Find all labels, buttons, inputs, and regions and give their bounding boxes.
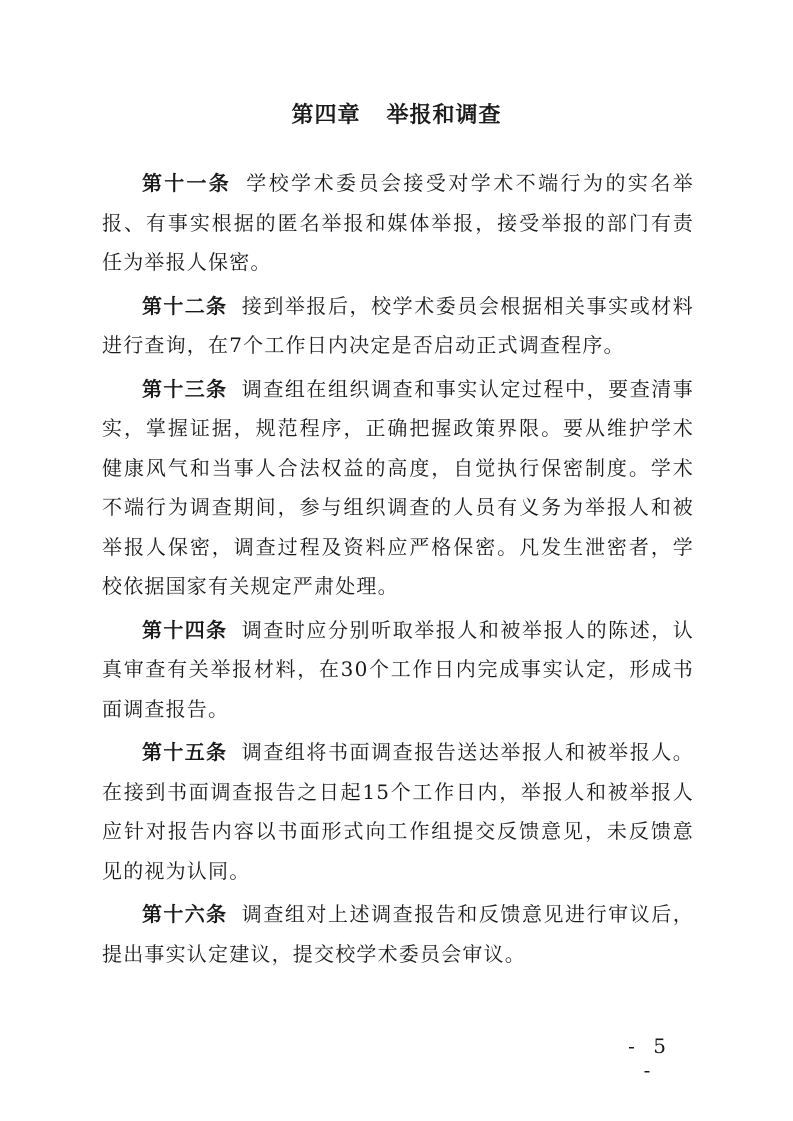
document-body: [102, 164, 694, 978]
article-label: 第十四条: [142, 617, 228, 642]
page-number: - 5 -: [628, 1034, 672, 1082]
chapter-number: 第四章: [291, 102, 361, 128]
article-label: 第十一条: [142, 171, 231, 195]
article-15: [102, 733, 694, 891]
article-16: [102, 895, 694, 974]
chapter-name: 举报和调查: [386, 102, 502, 128]
article-label: 第十六条: [142, 902, 228, 926]
article-13: [102, 370, 694, 607]
article-label: 第十三条: [142, 376, 228, 401]
article-12: [102, 287, 694, 366]
article-text: 调查组在组织调查和事实认定过程中，要查清事实，掌握证据，规范程序，正确把握政策界限。要从维护学术健康风气和当事人合法权益的高度，自觉执行保密制度。学术不端行为调查期间，参与组织调查的人员有义务为举报人和被举报人保密，调查过程及资料应严格保密。凡发生泄密者，学校依据国家有关规定严肃处理。: [102, 376, 695, 598]
article-11: [102, 164, 694, 283]
article-label: 第十二条: [142, 293, 228, 318]
article-text: 调查组对上述调查报告和反馈意见进行审议后，提出事实认定建议，提交校学术委员会审议。: [102, 902, 695, 966]
article-text: 学校学术委员会接受对学术不端行为的实名举报、有事实根据的匿名举报和媒体举报，接受举报的部门有责任为举报人保密。: [102, 171, 694, 274]
article-text: 调查组将书面调查报告送达举报人和被举报人。在接到书面调查报告之日起15个工作日内，举报人和被举报人应针对报告内容以书面形式向工作组提交反馈意见，未反馈意见的视为认同。: [102, 740, 695, 883]
article-14: [102, 611, 694, 730]
article-text: 接到举报后，校学术委员会根据相关事实或材料进行查询，在7个工作日内决定是否启动正式调查程序。: [102, 293, 695, 357]
article-text: 调查时应分别听取举报人和被举报人的陈述，认真审查有关举报材料，在30个工作日内完成事实认定，形成书面调查报告。: [102, 617, 695, 721]
chapter-heading: [0, 98, 793, 129]
article-label: 第十五条: [142, 740, 228, 764]
